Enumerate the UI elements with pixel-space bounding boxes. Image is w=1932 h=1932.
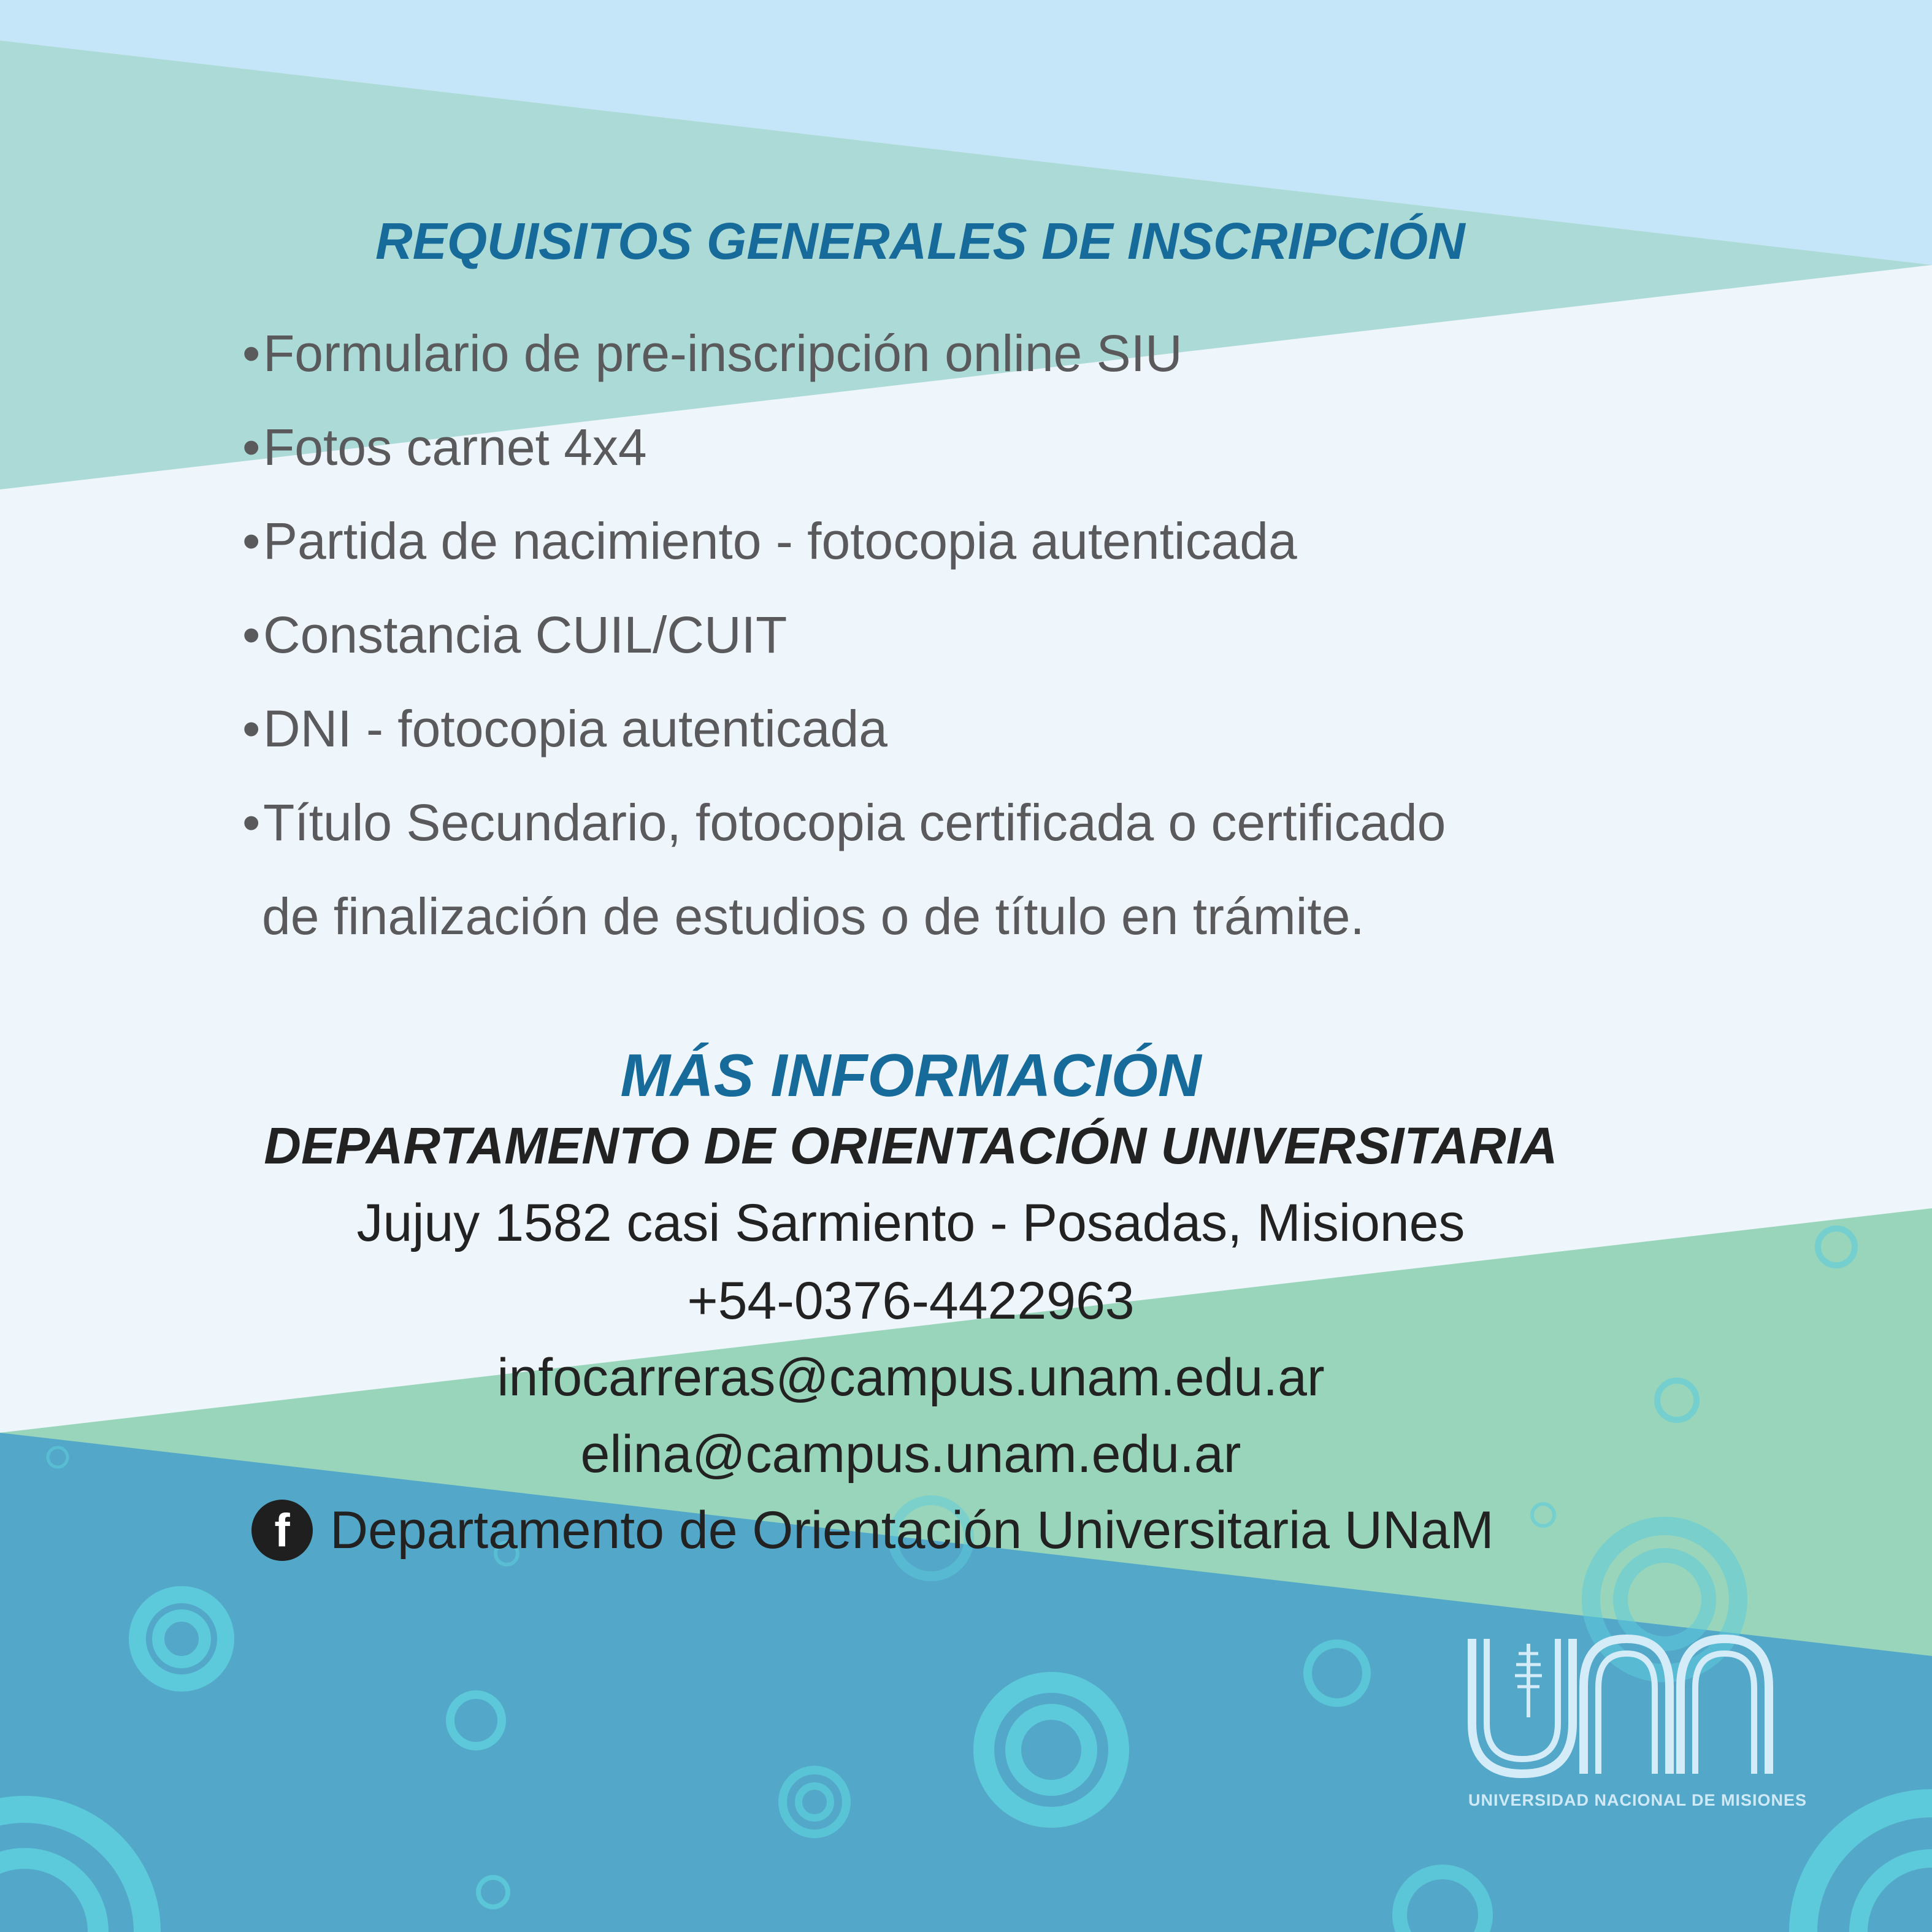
bullet: • [242, 794, 261, 851]
requirement-item [242, 588, 1446, 682]
requirement-item [242, 682, 1446, 776]
facebook-row [251, 1500, 1494, 1561]
requirement-item [242, 401, 1446, 494]
requirement-text: Fotos carnet 4x4 [263, 418, 647, 476]
requirement-text: Título Secundario, fotocopia certificada o certificado [263, 794, 1446, 851]
bullet: • [242, 418, 261, 476]
requirement-item [242, 494, 1446, 588]
more-info-title: MÁS INFORMACIÓN [620, 1041, 1202, 1109]
department-name: DEPARTAMENTO DE ORIENTACIÓN UNIVERSITARIA [264, 1117, 1558, 1175]
facebook-page-name: Departamento de Orientación Universitaria UNaM [330, 1500, 1494, 1560]
requirement-text: Constancia CUIL/CUIT [263, 606, 788, 664]
bullet: • [242, 606, 261, 664]
requirement-text: Formulario de pre-inscripción online SIU [263, 324, 1183, 382]
email-link-infocarreras: infocarreras@campus.unam.edu.ar [497, 1348, 1325, 1407]
facebook-icon: f [251, 1500, 313, 1561]
requirements-title: REQUISITOS GENERALES DE INSCRIPCIÓN [375, 212, 1465, 270]
logo-caption: UNIVERSIDAD NACIONAL DE MISIONES [1468, 1791, 1807, 1809]
address-text: Jujuy 1582 casi Sarmiento - Posadas, Misiones [356, 1194, 1465, 1252]
requirement-continuation: de finalización de estudios o de título en trámite. [262, 887, 1365, 945]
requirement-item [242, 307, 1446, 401]
phone-number: +54-0376-4422963 [687, 1271, 1135, 1330]
bullet: • [242, 512, 261, 570]
requirements-list [242, 307, 1446, 964]
requirement-item [242, 776, 1446, 870]
unam-logo [1460, 1631, 1815, 1815]
bullet: • [242, 700, 261, 757]
requirement-text: DNI - fotocopia autenticada [263, 700, 887, 757]
email-link-elina: elina@campus.unam.edu.ar [580, 1425, 1241, 1484]
requirement-text: Partida de nacimiento - fotocopia autenticada [263, 512, 1297, 570]
bullet: • [242, 324, 261, 382]
